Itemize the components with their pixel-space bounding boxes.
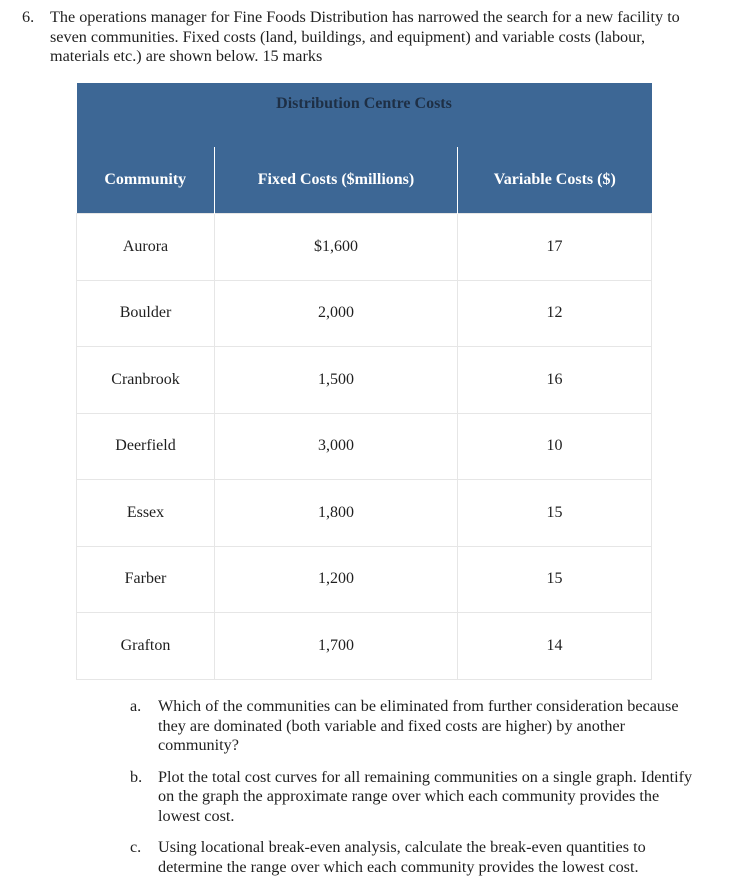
- cell-fixed-cost: 1,800: [215, 480, 458, 547]
- cost-table: [76, 83, 652, 680]
- sub-question-c: [130, 838, 705, 877]
- cell-variable-cost: 12: [458, 280, 652, 347]
- sub-questions: [130, 697, 705, 889]
- cell-fixed-cost: 1,500: [215, 347, 458, 414]
- sub-question-text: Which of the communities can be eliminated from further consideration because they are dominated (both variable and fixed costs are higher) by another community?: [158, 697, 679, 754]
- cell-variable-cost: 17: [458, 214, 652, 281]
- cell-community: Grafton: [77, 613, 215, 680]
- question-text: The operations manager for Fine Foods Distribution has narrowed the search for a new facility to seven communities. Fixed costs (land, buildings, and equipment) and variable costs (labour, materials etc.) are shown below. 15 marks: [50, 8, 680, 65]
- cell-community: Farber: [77, 546, 215, 613]
- table-row: [77, 214, 652, 281]
- cell-variable-cost: 14: [458, 613, 652, 680]
- cell-variable-cost: 10: [458, 413, 652, 480]
- sub-question-letter: a.: [130, 697, 142, 715]
- cell-community: Cranbrook: [77, 347, 215, 414]
- cell-variable-cost: 15: [458, 480, 652, 547]
- cell-community: Deerfield: [77, 413, 215, 480]
- table-row: [77, 347, 652, 414]
- header-variable-costs: Variable Costs ($): [458, 147, 652, 214]
- sub-question-letter: c.: [130, 838, 142, 856]
- cell-fixed-cost: $1,600: [215, 214, 458, 281]
- cell-fixed-cost: 1,700: [215, 613, 458, 680]
- cell-community: Aurora: [77, 214, 215, 281]
- table-row: [77, 613, 652, 680]
- cell-fixed-cost: 1,200: [215, 546, 458, 613]
- table-title: Distribution Centre Costs: [77, 83, 652, 147]
- cell-fixed-cost: 2,000: [215, 280, 458, 347]
- table-row: [77, 480, 652, 547]
- sub-question-a: [130, 697, 705, 756]
- cell-community: Boulder: [77, 280, 215, 347]
- cell-fixed-cost: 3,000: [215, 413, 458, 480]
- sub-question-text: Plot the total cost curves for all remaining communities on a single graph. Identify on the graph the approximate range over which each community provides the lowest cost.: [158, 767, 693, 825]
- header-fixed-costs: Fixed Costs ($millions): [215, 147, 458, 214]
- question-block: [22, 8, 702, 67]
- sub-question-b: [130, 768, 705, 827]
- table-title-row: [77, 83, 652, 147]
- table-row: [77, 546, 652, 613]
- header-community: Community: [77, 147, 215, 214]
- sub-question-letter: b.: [130, 767, 143, 786]
- cost-table-container: [76, 83, 651, 680]
- cell-community: Essex: [77, 480, 215, 547]
- table-row: [77, 280, 652, 347]
- table-header-row: [77, 147, 652, 214]
- sub-question-text: Using locational break-even analysis, calculate the break-even quantities to determine the range over which each community provides the lowest cost.: [158, 838, 646, 876]
- question-number: 6.: [22, 8, 35, 26]
- cell-variable-cost: 15: [458, 546, 652, 613]
- cell-variable-cost: 16: [458, 347, 652, 414]
- table-row: [77, 413, 652, 480]
